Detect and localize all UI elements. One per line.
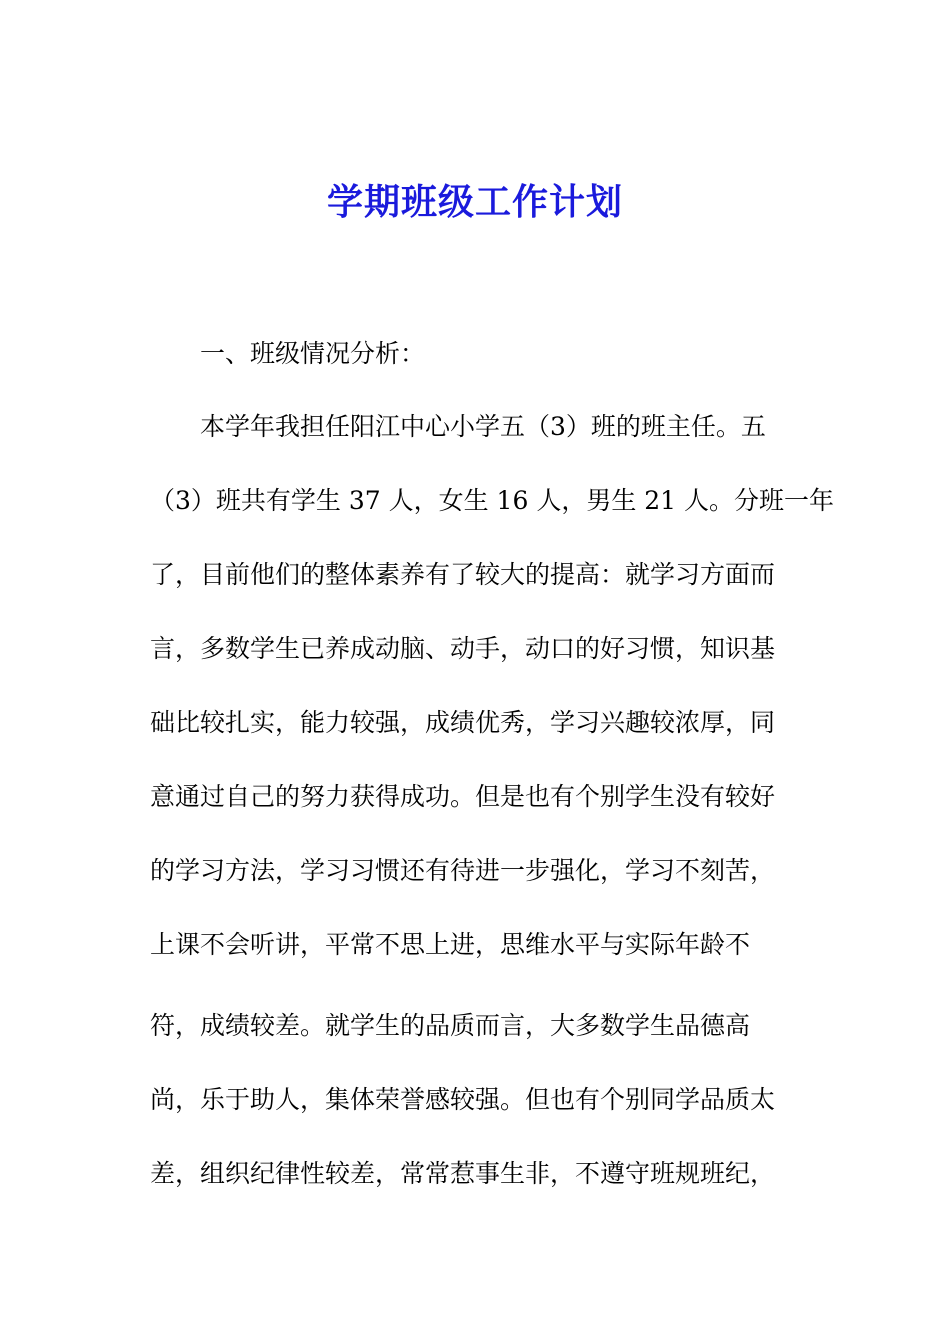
body-line-11: 差，组织纪律性较差，常常惹事生非，不遵守班规班纪， (150, 1159, 776, 1188)
body-line-1: 本学年我担任阳江中心小学五（3）班的班主任。五 (200, 412, 766, 441)
body-line-10: 尚，乐于助人，集体荣誉感较强。但也有个别同学品质太 (150, 1085, 776, 1114)
body-line-3: 了，目前他们的整体素养有了较大的提高：就学习方面而 (150, 560, 776, 589)
section-heading: 一、班级情况分析： (200, 339, 426, 368)
body-line-2: （3）班共有学生 37 人，女生 16 人，男生 21 人。分班一年 (150, 486, 835, 515)
body-line-9: 符，成绩较差。就学生的品质而言，大多数学生品德高 (150, 1011, 751, 1040)
body-line-7: 的学习方法，学习习惯还有待进一步强化，学习不刻苦， (150, 856, 776, 885)
body-line-4: 言，多数学生已养成动脑、动手，动口的好习惯，知识基 (150, 634, 776, 663)
body-line-5: 础比较扎实，能力较强，成绩优秀，学习兴趣较浓厚，同 (150, 708, 776, 737)
document-title: 学期班级工作计划 (326, 181, 623, 223)
body-line-8: 上课不会听讲，平常不思上进，思维水平与实际年龄不 (150, 930, 751, 959)
body-line-6: 意通过自己的努力获得成功。但是也有个别学生没有较好 (150, 782, 776, 811)
